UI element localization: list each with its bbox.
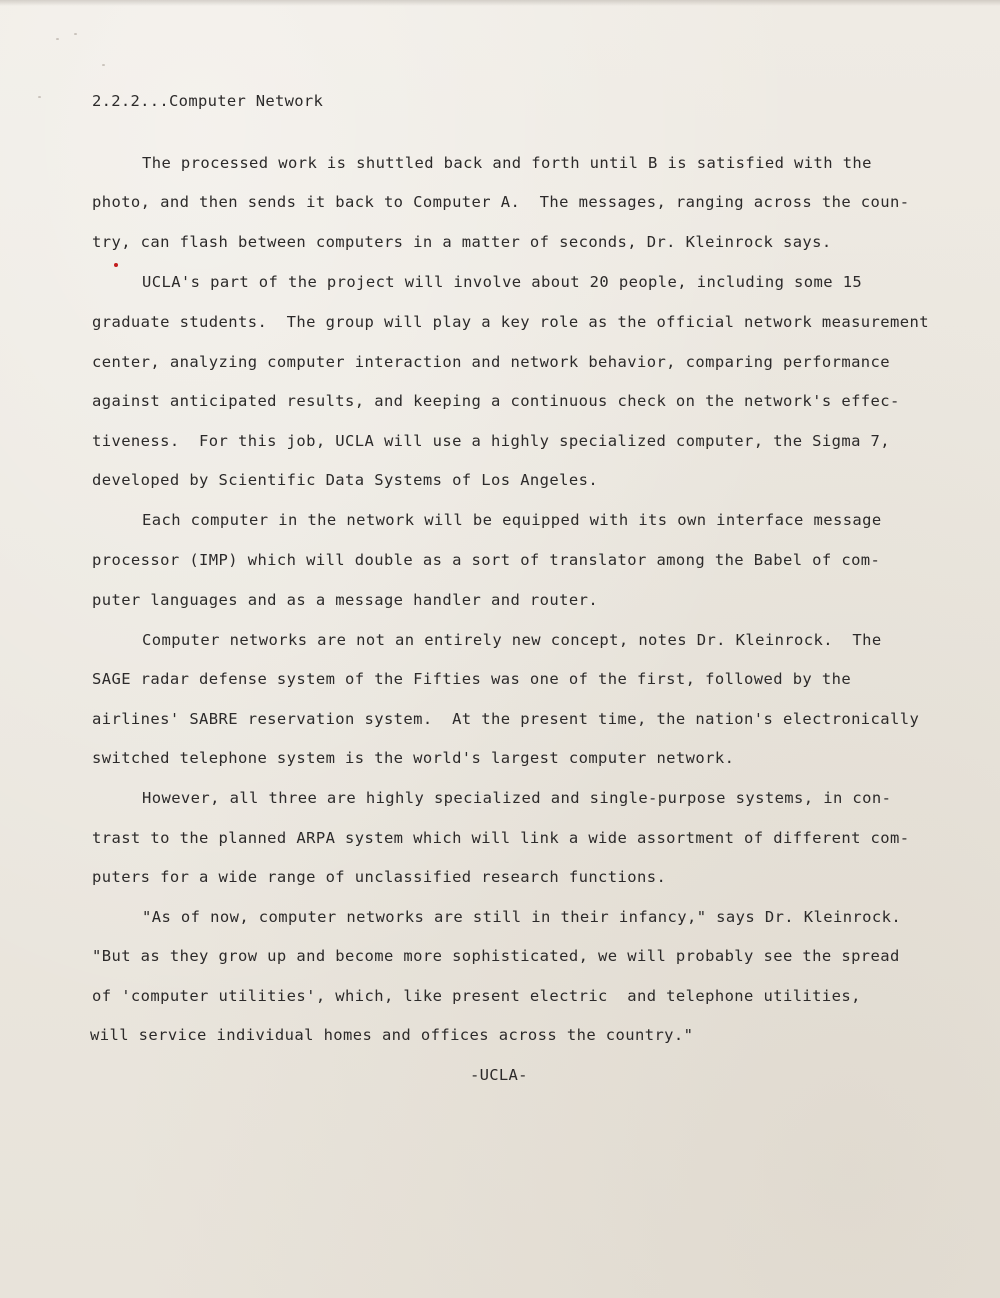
paragraph-3-line-1: Each computer in the network will be equipped with its own interface message [142,511,882,529]
paragraph-2-line-2: graduate students. The group will play a key role as the official network measurement [92,313,929,331]
paragraph-3-line-2: processor (IMP) which will double as a sort of translator among the Babel of com- [92,551,881,569]
signoff: -UCLA- [470,1066,528,1084]
paper-speck [102,64,105,66]
section-heading: 2.2.2...Computer Network [92,92,324,110]
paragraph-2-line-4: against anticipated results, and keeping a continuous check on the network's effec- [92,392,900,410]
paragraph-6-line-2: "But as they grow up and become more sophisticated, we will probably see the spread [92,947,900,965]
paragraph-5-line-1: However, all three are highly specialized and single-purpose systems, in con- [142,789,892,807]
paragraph-2-line-6: developed by Scientific Data Systems of Los Angeles. [92,471,599,489]
paper-speck [38,96,41,98]
paper-top-edge [0,0,1000,6]
paragraph-6-line-3: of 'computer utilities', which, like present electric and telephone utilities, [92,987,861,1005]
red-ink-mark [114,263,118,267]
paper-speck [56,38,59,40]
paragraph-1-line-2: photo, and then sends it back to Computer A. The messages, ranging across the coun- [92,193,910,211]
paragraph-3-line-3: puter languages and as a message handler and router. [92,591,599,609]
paper-speck [74,33,77,35]
paragraph-4-line-2: SAGE radar defense system of the Fifties was one of the first, followed by the [92,670,852,688]
paragraph-2-line-3: center, analyzing computer interaction and network behavior, comparing performance [92,353,891,371]
paragraph-4-line-1: Computer networks are not an entirely new concept, notes Dr. Kleinrock. The [142,631,882,649]
paragraph-5-line-3: puters for a wide range of unclassified research functions. [92,868,667,886]
paragraph-1-line-3: try, can flash between computers in a matter of seconds, Dr. Kleinrock says. [92,233,832,251]
paragraph-2-line-1: UCLA's part of the project will involve about 20 people, including some 15 [142,273,863,291]
paragraph-6-line-4: will service individual homes and offices across the country." [90,1026,694,1044]
paragraph-2-line-5: tiveness. For this job, UCLA will use a highly specialized computer, the Sigma 7, [92,432,891,450]
paragraph-1-line-1: The processed work is shuttled back and forth until B is satisfied with the [142,154,872,172]
paragraph-6-line-1: "As of now, computer networks are still in their infancy," says Dr. Kleinrock. [142,908,902,926]
paragraph-5-line-2: trast to the planned ARPA system which will link a wide assortment of different com- [92,829,910,847]
paragraph-4-line-4: switched telephone system is the world's largest computer network. [92,749,735,767]
paragraph-4-line-3: airlines' SABRE reservation system. At the present time, the nation's electronically [92,710,920,728]
